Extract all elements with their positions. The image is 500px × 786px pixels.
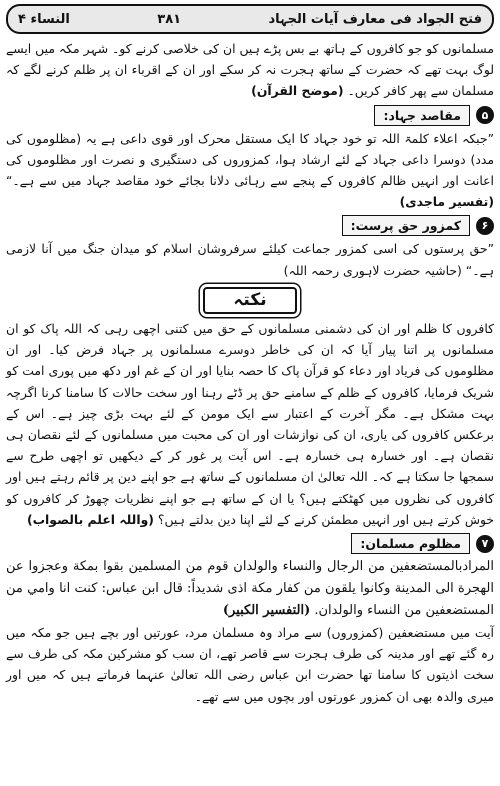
running-header <box>6 4 494 34</box>
section-5-paragraph <box>6 128 494 213</box>
section-6-paragraph: ”حق پرستوں کی اسی کمزور جماعت کیلئے سرفروشان اسلام کو میدان جنگ میں آنا لازمی ہے۔“ (حاشیہ حضرت لاہوری رحمہ اللہ) <box>6 241 494 278</box>
section-6-title: کمزور حق پرست: <box>342 215 470 236</box>
section-7-heading <box>6 533 494 554</box>
nukta-title: نکتہ <box>203 287 296 314</box>
section-7-arabic-text: المرادبالمستضعفين من الرجال والنساء والولدان قوم من المسلمين بقوا بمكة وعجزوا عن الهجرة الى المدينة وكانوا يلقون من كفار مكة اذى شديداً: قال ابن عباس: كنت انا وامي من المستضعفين من النساء والولدان. <box>6 559 494 619</box>
nukta-heading-wrap <box>6 287 494 314</box>
section-7-title: مظلوم مسلمان: <box>351 533 470 554</box>
section-7-arabic-source: (التفسير الكبير) <box>222 603 311 619</box>
nukta-text: کافروں کا ظلم اور ان کی دشمنی مسلمانوں کے حق میں کتنی اچھی رہی کہ اللہ پاک کو ان مسلمانوں پر اتنا پیار آیا کہ ان کی خاطر دوسرے مسلمانوں پر جہاد فرض کیا۔ اور ان مظلوموں کی فریاد اور دعاء کو قرآن پاک کا حصہ بنایا اور ان کے غم اور دکھ میں پوری امت کو شریک فرمایا، کافروں کے ظلم کے سامنے حق پر ڈٹے رہنا اور سخت حالات کا سامنا کرنا اگرچہ بہت مشکل ہے۔ مگر آخرت کے اعتبار سے ایک مومن کے لئے بہت بڑی چیز ہے۔ اس کے برعکس کافروں کی یاری، ان کی نوازشات اور ان کی محبت میں مسلمانوں کے لئے نقصان ہی نقصان ہے۔ اور خسارہ ہی خسارہ ہے۔ اس آیت پر غور کر کے دیکھیں تو اچھی طرح سے سمجھا جا سکتا ہے کہ۔ اللہ تعالیٰ ان مسلمانوں کے ساتھ ہے جو اپنے دین پر قائم رہتے ہیں اور کافروں کی نظروں میں کھٹکتے ہیں؟ یا ان کے ساتھ ہے جو اپنے نظریات چھوڑ کر کافروں کو خوش کرتے ہیں اور انہیں مطمئن کرنے کے لئے اپنا دین بدلتے ہیں؟ <box>6 321 494 527</box>
intro-paragraph <box>6 38 494 102</box>
intro-text: مسلمانوں کو جو کافروں کے ہاتھ بے بس پڑے ہیں ان کی خلاصی کرنے کو۔ شہر مکہ میں ایسے لوگ بہت تھے کہ حضرت کے ساتھ ہجرت نہ کر سکے اور ان کے اقرباء ان پر ظلم کرنے لگے کہ مسلمان سے پھر کافر کریں۔ <box>6 41 494 99</box>
intro-source: (موضح القرآن) <box>251 83 344 99</box>
section-5-source: (تفسیر ماجدی) <box>399 194 494 210</box>
section-5-heading <box>6 105 494 126</box>
section-7-number: ۷ <box>476 535 494 553</box>
surah-name: النساء ۴ <box>18 11 70 27</box>
section-6-heading <box>6 215 494 236</box>
section-5-title: مقاصد جہاد: <box>374 105 470 126</box>
page-number: ۳۸۱ <box>157 11 182 27</box>
section-7-urdu: آیت میں مستضعفین (کمزوروں) سے مراد وہ مسلمان مرد، عورتیں اور بچے ہیں جو مکہ میں رہ گئے تھے اور مدینہ کی طرف ہجرت سے قاصر تھے، ان سب کو مشرکین مکہ کی طرف سے سخت اذیتوں کا سامنا تھا حضرت ابن عباس رضی اللہ تعالیٰ عنہما فرماتے ہیں کہ میں اور میری والدہ بھی ان کمزور عورتوں اور بچوں میں سے تھے۔ <box>6 625 494 704</box>
section-7-arabic <box>6 556 494 622</box>
nukta-closing: (واللہ اعلم بالصواب) <box>26 511 154 527</box>
nukta-paragraph <box>6 318 494 530</box>
section-5-text: ”جبکہ اعلاء کلمۃ اللہ تو خود جہاد کا ایک مستقل محرک اور قوی داعی ہے یہ (مظلوموں کی مدد) دوسرا داعی جہاد کے لئے ارشاد ہوا، کمزوروں کی دستگیری و نصرت اور مظلوموں کی اعانت اور انہیں ظالم کافروں کے پنجے سے رہائی دلانا بجائے خود مقاصد جہاد میں سے ہے۔“ <box>6 130 494 189</box>
book-title: فتح الجواد فی معارف آیات الجہاد <box>268 11 482 27</box>
section-6-number: ۶ <box>476 217 494 235</box>
section-5-number: ۵ <box>476 106 494 124</box>
page-body <box>6 38 494 707</box>
